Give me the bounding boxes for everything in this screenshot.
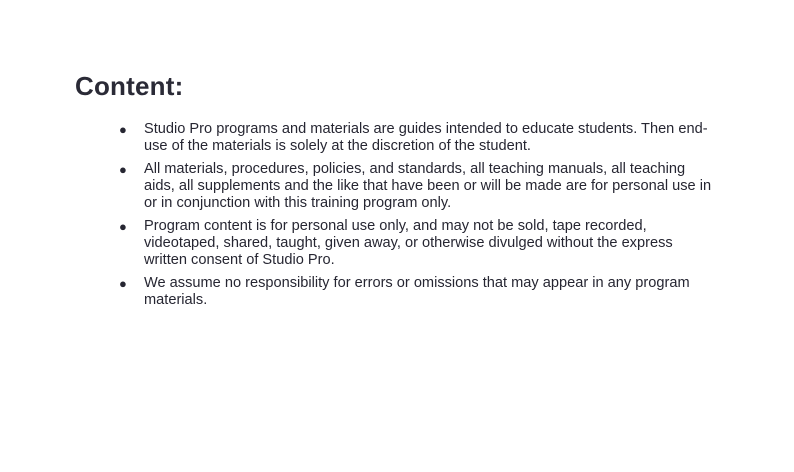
bullet-icon: ●: [119, 276, 127, 291]
bullet-list: [119, 121, 719, 315]
list-item-text: Studio Pro programs and materials are guides intended to educate students. Then end-use of the materials is solely at the discretion of the student.: [144, 121, 708, 154]
list-item: [119, 161, 719, 212]
list-item: [119, 121, 719, 155]
page-title: Content:: [75, 71, 184, 101]
list-item-text: We assume no responsibility for errors or omissions that may appear in any program materials.: [144, 275, 690, 308]
bullet-icon: ●: [119, 219, 127, 234]
bullet-icon: ●: [119, 122, 127, 137]
list-item-text: Program content is for personal use only, and may not be sold, tape recorded, videotaped, shared, taught, given away, or otherwise divulged without the express written consent of Studio Pro.: [144, 218, 673, 268]
list-item: [119, 218, 719, 269]
list-item: [119, 275, 719, 309]
list-item-text: All materials, procedures, policies, and standards, all teaching manuals, all teaching aids, all supplements and the like that have been or will be made are for personal use in or in conjunction with this training program only.: [144, 161, 712, 211]
bullet-icon: ●: [119, 162, 127, 177]
